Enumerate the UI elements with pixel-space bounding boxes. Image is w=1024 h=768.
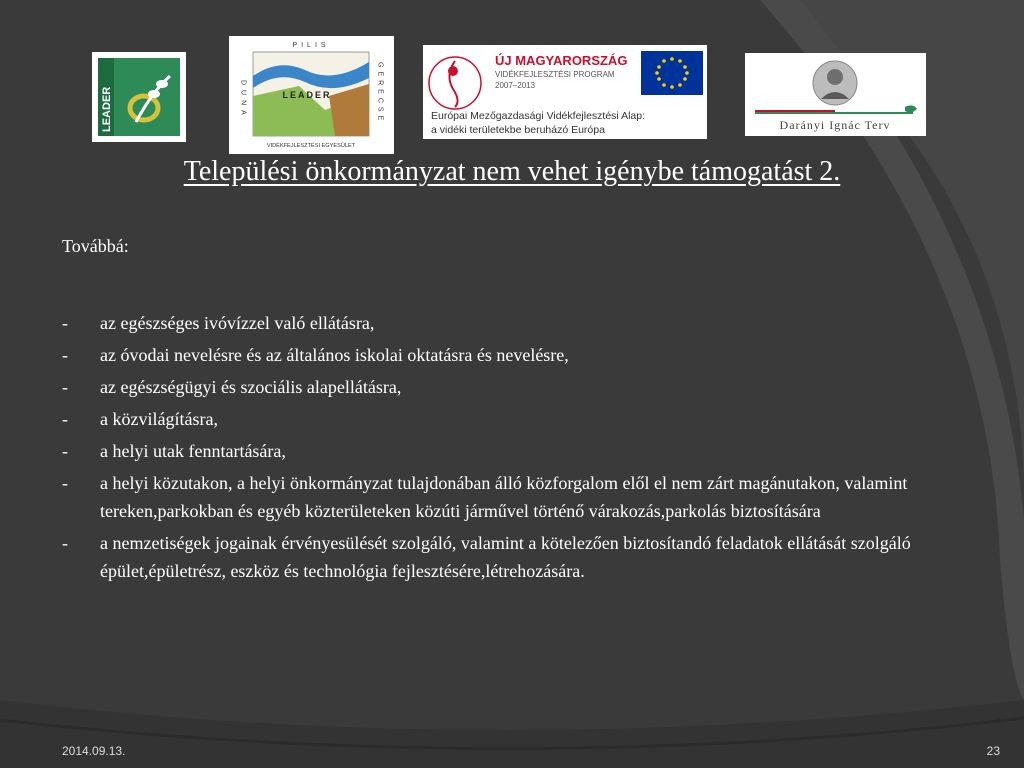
- pilis-leader-logo: [229, 36, 394, 154]
- bullet-dash: -: [62, 313, 68, 333]
- leader-logo-text: LEADER: [101, 86, 113, 132]
- ujm-years-text: 2007–2013: [495, 81, 536, 90]
- pilis-center-text: LEADER: [282, 90, 332, 100]
- bullet-dash: -: [62, 345, 68, 365]
- pilis-top-text: PILIS: [292, 42, 330, 49]
- list-item-text: a közvilágításra,: [100, 409, 218, 429]
- ujm-title-text: ÚJ MAGYARORSZÁG: [495, 53, 628, 68]
- intro-text: Továbbá:: [62, 236, 129, 256]
- ujm-caption-line2: a vidéki területekbe beruházó Európa: [431, 124, 605, 136]
- bullet-dash: -: [62, 473, 68, 493]
- footer-date: 2014.09.13.: [62, 744, 126, 758]
- leader-logo: [92, 52, 186, 142]
- daranyi-ignac-terv-logo: [745, 53, 926, 136]
- list-item-text: a helyi közutakon, a helyi önkormányzat tulajdonában álló közforgalom elől el nem zárt magánutakon, valamint tereken,parkokban és egyéb közterületeken közúti járművel történő várakozás,parkolás biztosítására: [100, 473, 908, 521]
- eu-flag: [641, 51, 703, 95]
- bullet-dash: -: [62, 377, 68, 397]
- list-item-text: a nemzetiségek jogainak érvényesülését szolgáló, valamint a kötelezően biztosítandó feladatok ellátását szolgáló épület,épületrész, eszköz és technológia fejlesztésére,létrehozására.: [100, 533, 911, 581]
- bullet-list: [62, 309, 942, 589]
- list-item: [62, 341, 942, 369]
- list-item: [62, 437, 942, 465]
- pilis-right-text: GERECSE: [376, 62, 384, 125]
- bullet-dash: -: [62, 409, 68, 429]
- page-number: 23: [986, 744, 1000, 758]
- bullet-dash: -: [62, 441, 68, 461]
- ujm-subtitle-text: VIDÉKFEJLESZTÉSI PROGRAM: [495, 70, 615, 79]
- list-item: [62, 309, 942, 337]
- list-item-text: az óvodai nevelésre és az általános iskolai oktatásra és nevelésre,: [100, 345, 569, 365]
- list-item: [62, 405, 942, 433]
- list-item-text: az egészségügyi és szociális alapellátásra,: [100, 377, 402, 397]
- slide-title: Települési önkormányzat nem vehet igénybe támogatást 2.: [183, 156, 841, 187]
- ujm-caption-line1: Európai Mezőgazdasági Vidékfejlesztési Alap:: [431, 110, 646, 122]
- list-item-text: a helyi utak fenntartására,: [100, 441, 286, 461]
- list-item: [62, 469, 942, 525]
- list-item: [62, 373, 942, 401]
- pilis-left-text: DUNA: [239, 80, 247, 120]
- pilis-bottom-text: VIDÉKFEJLESZTÉSI EGYESÜLET: [266, 143, 356, 149]
- bullet-dash: -: [62, 533, 68, 553]
- daranyi-text: Darányi Ignác Terv: [779, 118, 891, 132]
- list-item-text: az egészséges ivóvízzel való ellátásra,: [100, 313, 375, 333]
- list-item: [62, 529, 942, 585]
- uj-magyarorszag-logo: [423, 45, 707, 139]
